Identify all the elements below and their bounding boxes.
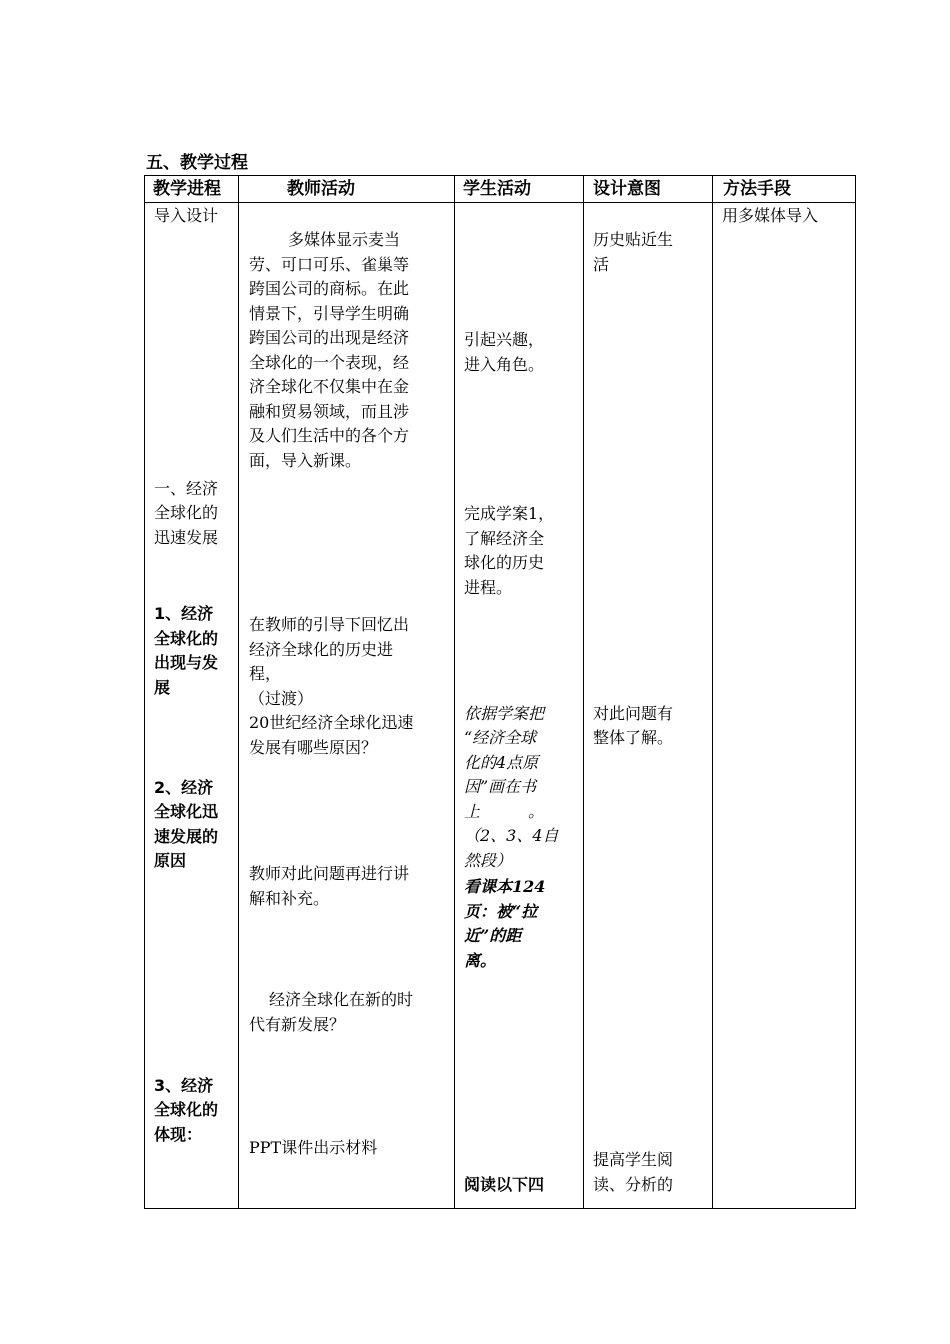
header-teacher: 教师活动 [287,179,355,199]
teacher-ppt: PPT课件出示材料 [249,1138,378,1157]
teacher-newdev-line: 代有新发展？ [249,1015,346,1034]
teacher-intro-line: 跨国公司的商标。在此 [249,279,410,298]
teacher-intro-line: 多媒体显示麦当 [288,230,401,249]
student-draw-line: 化的4点原 [464,753,539,772]
student-read124-line: 近”的距 [464,926,522,945]
student-read124-line: 页：被“拉 [464,902,538,921]
intent-overall-line: 对此问题有 [593,704,674,723]
header-divider [145,202,855,203]
student-case1-line: 球化的历史 [464,553,545,572]
student-read124-line: 离。 [464,951,497,970]
student-draw-line: 依据学案把 [464,704,545,723]
teacher-recall-line: （过渡） [249,689,314,708]
header-method: 方法手段 [723,179,791,199]
student-interest-line: 引起兴趣， [464,330,545,349]
intent-history-line: 历史贴近生 [593,230,674,249]
progress-sub1-line: 出现与发 [154,653,219,672]
teacher-intro-line: 情景下，引导学生明确 [249,304,410,323]
header-progress: 教学进程 [153,179,221,199]
student-case1-line: 了解经济全 [464,529,545,548]
student-case1-line: 完成学案1， [464,504,555,523]
student-draw-line: “经济全球 [464,728,537,747]
student-interest-line: 进入角色。 [464,355,545,374]
teacher-intro-line: 融和贸易领域，而且涉 [249,402,410,421]
column-divider [712,176,713,1208]
teacher-intro-line: 面，导入新课。 [249,451,362,470]
teacher-recall-line: 20世纪经济全球化迅速 [249,713,414,732]
teacher-recall-line: 在教师的引导下回忆出 [249,615,410,634]
progress-sub1-line: 1、经济 [154,604,214,623]
teacher-supplement-line: 解和补充。 [249,889,330,908]
intent-overall-line: 整体了解。 [593,728,674,747]
column-divider [583,176,584,1208]
student-draw-line: 然段） [464,851,513,870]
student-draw-line: 因”画在书 [464,777,537,796]
student-case1-line: 进程。 [464,578,513,597]
teacher-intro-line: 全球化的一个表现，经 [249,353,410,372]
section-title: 五、教学过程 [146,153,248,173]
progress-sub2-line: 全球化迅 [154,802,219,821]
progress-sub3-line: 全球化的 [154,1100,219,1119]
column-divider [238,176,239,1208]
column-divider [454,176,455,1208]
intent-history-line: 活 [593,255,610,274]
intent-improve-line: 读、分析的 [593,1175,674,1194]
progress-part1-line: 全球化的 [154,503,219,522]
progress-part1-line: 迅速发展 [154,528,219,547]
progress-sub1-line: 展 [154,678,171,697]
progress-part1-line: 一、经济 [154,479,219,498]
teaching-process-table [144,175,856,1209]
teacher-intro-line: 及人们生活中的各个方 [249,426,410,445]
teacher-intro-line: 跨国公司的出现是经济 [249,328,410,347]
student-draw-line: 上 。 [464,802,545,821]
teacher-intro-line: 济全球化不仅集中在金 [249,377,410,396]
teacher-recall-line: 发展有哪些原因？ [249,738,378,757]
progress-sub2-line: 2、经济 [154,778,214,797]
progress-sub3-line: 体现： [154,1125,203,1144]
progress-intro: 导入设计 [154,206,219,225]
progress-sub2-line: 速发展的 [154,827,219,846]
student-draw-line: （2、3、4自 [464,826,559,845]
progress-sub3-line: 3、经济 [154,1076,214,1095]
student-read124-line: 看课本124 [464,877,546,896]
teacher-recall-line: 经济全球化的历史进 [249,640,394,659]
progress-sub2-line: 原因 [154,851,187,870]
header-student: 学生活动 [463,179,531,199]
student-read4: 阅读以下四 [464,1175,545,1194]
teacher-recall-line: 程， [249,664,282,683]
intent-improve-line: 提高学生阅 [593,1150,674,1169]
teacher-newdev-line: 经济全球化在新的时 [269,990,414,1009]
teacher-supplement-line: 教师对此问题再进行讲 [249,864,410,883]
method-multimedia: 用多媒体导入 [722,206,819,225]
teacher-intro-line: 劳、可口可乐、雀巢等 [249,255,410,274]
progress-sub1-line: 全球化的 [154,629,219,648]
header-intent: 设计意图 [593,179,661,199]
